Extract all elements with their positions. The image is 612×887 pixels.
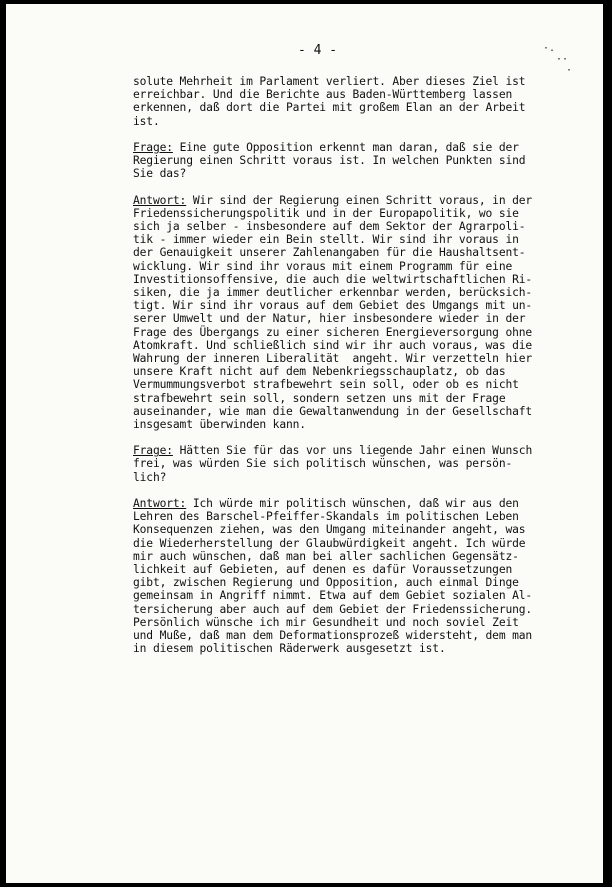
text-line bbox=[133, 563, 563, 576]
text-line bbox=[133, 207, 563, 220]
text-line bbox=[133, 352, 563, 365]
line-text: mir auch wünschen, daß man bei aller sachlichen Gegensätz- bbox=[133, 549, 519, 563]
text-line bbox=[133, 154, 563, 167]
text-line bbox=[133, 550, 563, 563]
line-text: sich ja selber - insbesondere auf dem Sektor der Agrarpoli- bbox=[133, 220, 526, 234]
line-text: strafbewehrt sein soll, sondern setzen uns mit der Frage bbox=[133, 391, 506, 405]
line-text: Vermummungsverbot strafbewehrt sein soll, oder ob es nicht bbox=[133, 378, 519, 392]
line-text: Investitionsoffensive, die auch die weltwirtschaftlichen Ri- bbox=[133, 272, 533, 286]
text-line bbox=[133, 629, 563, 642]
paragraph-gap bbox=[133, 128, 563, 141]
text-line bbox=[133, 273, 563, 286]
line-text: Lehren des Barschel-Pfeiffer-Skandals im politischen Leben bbox=[133, 510, 519, 524]
line-text: tersicherung aber auch auf dem Gebiet der Friedenssicherung. bbox=[133, 602, 533, 616]
line-text: frei, was würden Sie sich politisch wünschen, was persön- bbox=[133, 457, 513, 471]
speaker-label: Frage: bbox=[133, 444, 173, 458]
line-text: erkennen, daß dort die Partei mit großem Elan an der Arbeit bbox=[133, 101, 526, 115]
text-line bbox=[133, 392, 563, 405]
text-line bbox=[133, 312, 563, 325]
text-line bbox=[133, 299, 563, 312]
text-line bbox=[133, 286, 563, 299]
paragraph bbox=[133, 194, 563, 431]
paragraph-gap bbox=[133, 431, 563, 444]
text-line bbox=[133, 339, 563, 352]
line-text: auseinander, wie man die Gewaltanwendung in der Gesellschaft bbox=[133, 404, 533, 418]
text-line bbox=[133, 220, 563, 233]
text-line bbox=[133, 457, 563, 470]
speaker-label: Antwort: bbox=[133, 497, 187, 510]
text-line bbox=[133, 260, 563, 273]
line-text: Persönlich wünsche ich mir Gesundheit und noch soviel Zeit bbox=[133, 615, 519, 629]
text-line bbox=[133, 115, 563, 128]
text-line bbox=[133, 642, 563, 655]
speaker-label: Antwort: bbox=[133, 193, 187, 207]
scan-speck: ·· bbox=[556, 54, 569, 65]
paragraph bbox=[133, 141, 563, 181]
text-line bbox=[133, 510, 563, 523]
line-text: Regierung einen Schritt voraus ist. In welchen Punkten sind bbox=[133, 154, 526, 168]
text-line bbox=[133, 523, 563, 536]
line-text: in diesem politischen Räderwerk ausgesetzt ist. bbox=[133, 642, 446, 656]
line-text: siken, die ja immer deutlicher erkennbar werden, berücksich- bbox=[133, 286, 533, 299]
line-text: Atomkraft. Und schließlich sind wir ihr auch voraus, was die bbox=[133, 338, 533, 352]
page-number: - 4 - bbox=[298, 43, 338, 58]
line-text: tik - immer wieder ein Bein stellt. Wir sind ihr voraus in bbox=[133, 233, 519, 247]
line-text: serer Umwelt und der Natur, hier insbesondere wieder in der bbox=[133, 312, 526, 326]
line-text: und Muße, daß man dem Deformationsprozeß widersteht, dem man bbox=[133, 628, 533, 642]
text-line bbox=[133, 326, 563, 339]
line-text: Konsequenzen ziehen, was den Umgang miteinander angeht, was bbox=[133, 523, 526, 537]
line-text: erreichbar. Und die Berichte aus Baden-Württemberg lassen bbox=[133, 88, 513, 102]
text-line bbox=[133, 418, 563, 431]
text-line bbox=[133, 75, 563, 88]
paragraph bbox=[133, 75, 563, 128]
paragraph-gap bbox=[133, 484, 563, 497]
line-text: Eine gute Opposition erkennt man daran, daß sie der bbox=[172, 140, 519, 154]
line-text: lich? bbox=[133, 470, 167, 484]
text-line bbox=[133, 497, 563, 510]
line-text: Friedenssicherungspolitik und in der Europapolitik, wo sie bbox=[133, 206, 519, 220]
line-text: Ich würde mir politisch wünschen, daß wir aus den bbox=[186, 497, 519, 510]
line-text: tigt. Wir sind ihr voraus auf dem Gebiet des Umgangs mit un- bbox=[133, 299, 533, 313]
text-line bbox=[133, 589, 563, 602]
line-text: insgesamt überwinden kann. bbox=[133, 417, 306, 431]
paragraph bbox=[133, 444, 563, 484]
text-line bbox=[133, 444, 563, 457]
line-text: wicklung. Wir sind ihr voraus mit einem Programm für eine bbox=[133, 259, 513, 273]
text-line bbox=[133, 246, 563, 259]
text-line bbox=[133, 194, 563, 207]
text-line bbox=[133, 576, 563, 589]
line-text: gemeinsam in Angriff nimmt. Etwa auf dem Gebiet sozialen Al- bbox=[133, 589, 533, 603]
text-line bbox=[133, 378, 563, 391]
speaker-label: Frage: bbox=[133, 140, 173, 154]
text-line bbox=[133, 233, 563, 246]
line-text: der Genauigkeit unserer Zahlenangaben für die Haushaltsent- bbox=[133, 246, 526, 260]
line-text: Wir sind der Regierung einen Schritt voraus, in der bbox=[186, 193, 533, 207]
paragraph-gap bbox=[133, 181, 563, 194]
text-line bbox=[133, 167, 563, 180]
line-text: die Wiederherstellung der Glaubwürdigkeit angeht. Ich würde bbox=[133, 536, 526, 550]
text-line bbox=[133, 141, 563, 154]
line-text: gibt, zwischen Regierung und Opposition, auch einmal Dinge bbox=[133, 576, 519, 590]
line-text: lichkeit auf Gebieten, auf denen es dafür Voraussetzungen bbox=[133, 562, 513, 576]
text-line bbox=[133, 405, 563, 418]
scan-speck: ·. bbox=[543, 43, 556, 54]
line-text: unsere Kraft nicht auf dem Nebenkriegsschauplatz, ob das bbox=[133, 365, 506, 379]
line-text: Sie das? bbox=[133, 167, 187, 181]
line-text: solute Mehrheit im Parlament verliert. Aber dieses Ziel ist bbox=[133, 75, 526, 88]
text-line bbox=[133, 616, 563, 629]
paragraph bbox=[133, 497, 563, 655]
line-text: Frage des Übergangs zu einer sicheren Energieversorgung ohne bbox=[133, 325, 533, 339]
line-text: Wahrung der inneren Liberalität angeht. Wir verzetteln hier bbox=[133, 351, 533, 365]
line-text: Hätten Sie für das vor uns liegende Jahr einen Wunsch bbox=[172, 444, 533, 458]
text-line bbox=[133, 537, 563, 550]
line-text: ist. bbox=[133, 114, 160, 128]
text-line bbox=[133, 471, 563, 484]
scan-speck: · bbox=[566, 65, 573, 76]
text-line bbox=[133, 365, 563, 378]
text-line bbox=[133, 603, 563, 616]
text-line bbox=[133, 101, 563, 114]
document-body bbox=[133, 75, 563, 655]
text-line bbox=[133, 88, 563, 101]
